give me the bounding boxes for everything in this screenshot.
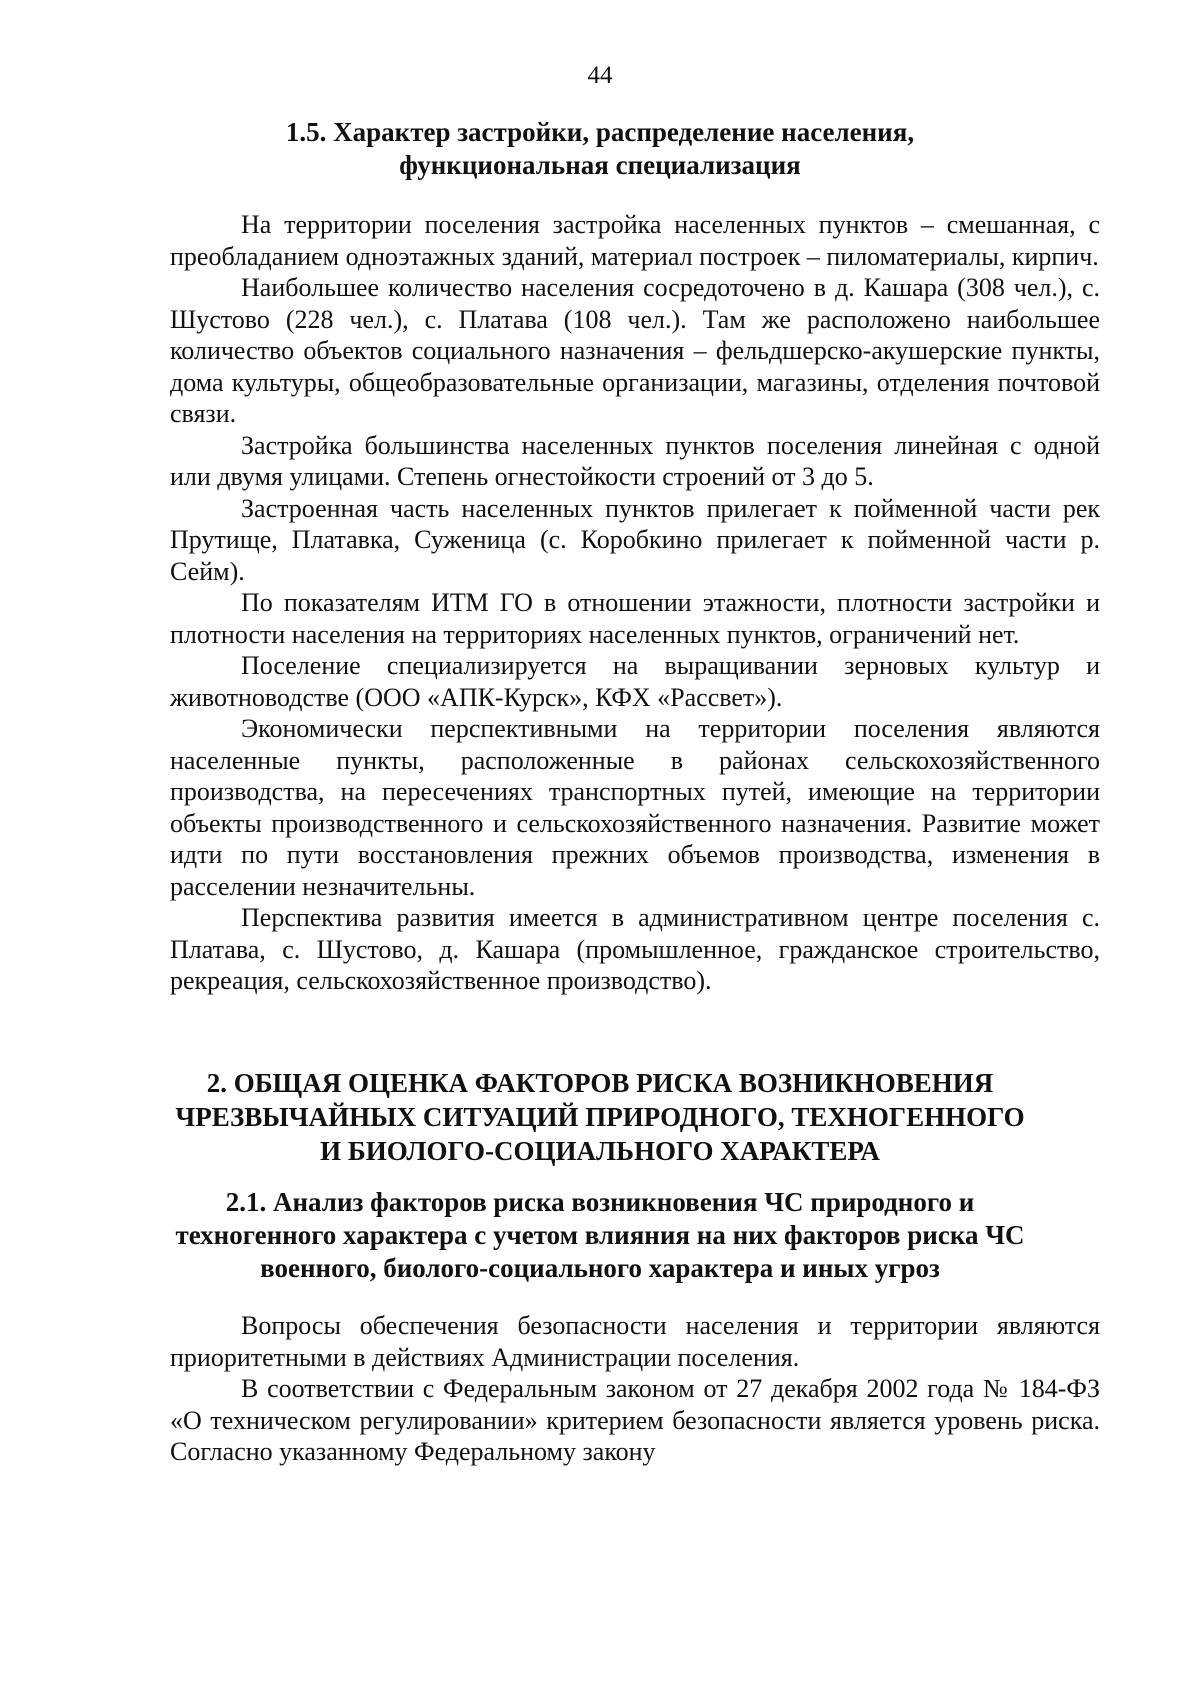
- heading-line: техногенного характера с учетом влияния на них факторов риска ЧС: [175, 1220, 1025, 1250]
- paragraph: Экономически перспективными на территории поселения являются населенные пункты, расположенные в районах сельскохозяйственного производства, на пересечениях транспортных путей, имеющие на территории объекты производственного и сельскохозяйственного назначения. Развитие может идти по пути восстановления прежних объемов производства, изменения в расселении незначительны.: [170, 714, 1100, 901]
- heading-line: функциональная специализация: [399, 150, 801, 180]
- paragraph: Поселение специализируется на выращивании зерновых культур и животноводстве (ООО «АПК-Курск», КФХ «Рассвет»).: [170, 651, 1100, 712]
- paragraph: В соответствии с Федеральным законом от 27 декабря 2002 года № 184-ФЗ «О техническом регулировании» критерием безопасности является уровень риска. Согласно указанному Федеральному закону: [170, 1374, 1100, 1466]
- paragraph: Застройка большинства населенных пунктов поселения линейная с одной или двумя улицами. Степень огнестойкости строений от 3 до 5.: [170, 430, 1100, 491]
- page-number: 44: [587, 62, 613, 89]
- paragraph: На территории поселения застройка населенных пунктов – смешанная, с преобладанием одноэтажных зданий, материал построек – пиломатериалы, кирпич.: [170, 210, 1100, 271]
- heading-line: И БИОЛОГО-СОЦИАЛЬНОГО ХАРАКТЕРА: [320, 1136, 880, 1166]
- section-2-title: [150, 1066, 1050, 1168]
- heading-line: 2.1. Анализ факторов риска возникновения ЧС природного и: [225, 1187, 975, 1217]
- paragraph: Застроенная часть населенных пунктов прилегает к пойменной части рек Прутище, Платавка, Суженица (с. Коробкино прилегает к пойменной части р. Сейм).: [170, 493, 1100, 586]
- paragraph: По показателям ИТМ ГО в отношении этажности, плотности застройки и плотности населения на территориях населенных пунктов, ограничений нет.: [170, 588, 1100, 649]
- section-1-5-title: [150, 116, 1050, 182]
- heading-line: военного, биолого-социального характера и иных угроз: [260, 1253, 940, 1283]
- paragraph: Наибольшее количество населения сосредоточено в д. Кашара (308 чел.), с. Шустово (228 чел.), с. Платава (108 чел.). Там же расположено наибольшее количество объектов социального назначения – фельдшерско-акушерские пункты, дома культуры, общеобразовательные организации, магазины, отделения почтовой связи.: [170, 273, 1100, 428]
- heading-line: 2. ОБЩАЯ ОЦЕНКА ФАКТОРОВ РИСКА ВОЗНИКНОВЕНИЯ: [206, 1068, 994, 1098]
- paragraph: Перспектива развития имеется в административном центре поселения с. Платава, с. Шустово, д. Кашара (промышленное, гражданское строительство, рекреация, сельскохозяйственное производство).: [170, 903, 1100, 995]
- section-2-1-title: [110, 1186, 1090, 1285]
- section-2-1-body: [170, 1310, 1100, 1468]
- paragraph: Вопросы обеспечения безопасности населения и территории являются приоритетными в действиях Администрации поселения.: [170, 1311, 1100, 1372]
- heading-line: 1.5. Характер застройки, распределение населения,: [285, 117, 915, 147]
- heading-line: ЧРЕЗВЫЧАЙНЫХ СИТУАЦИЙ ПРИРОДНОГО, ТЕХНОГЕННОГО: [175, 1102, 1025, 1132]
- section-1-5-body: [170, 209, 1100, 997]
